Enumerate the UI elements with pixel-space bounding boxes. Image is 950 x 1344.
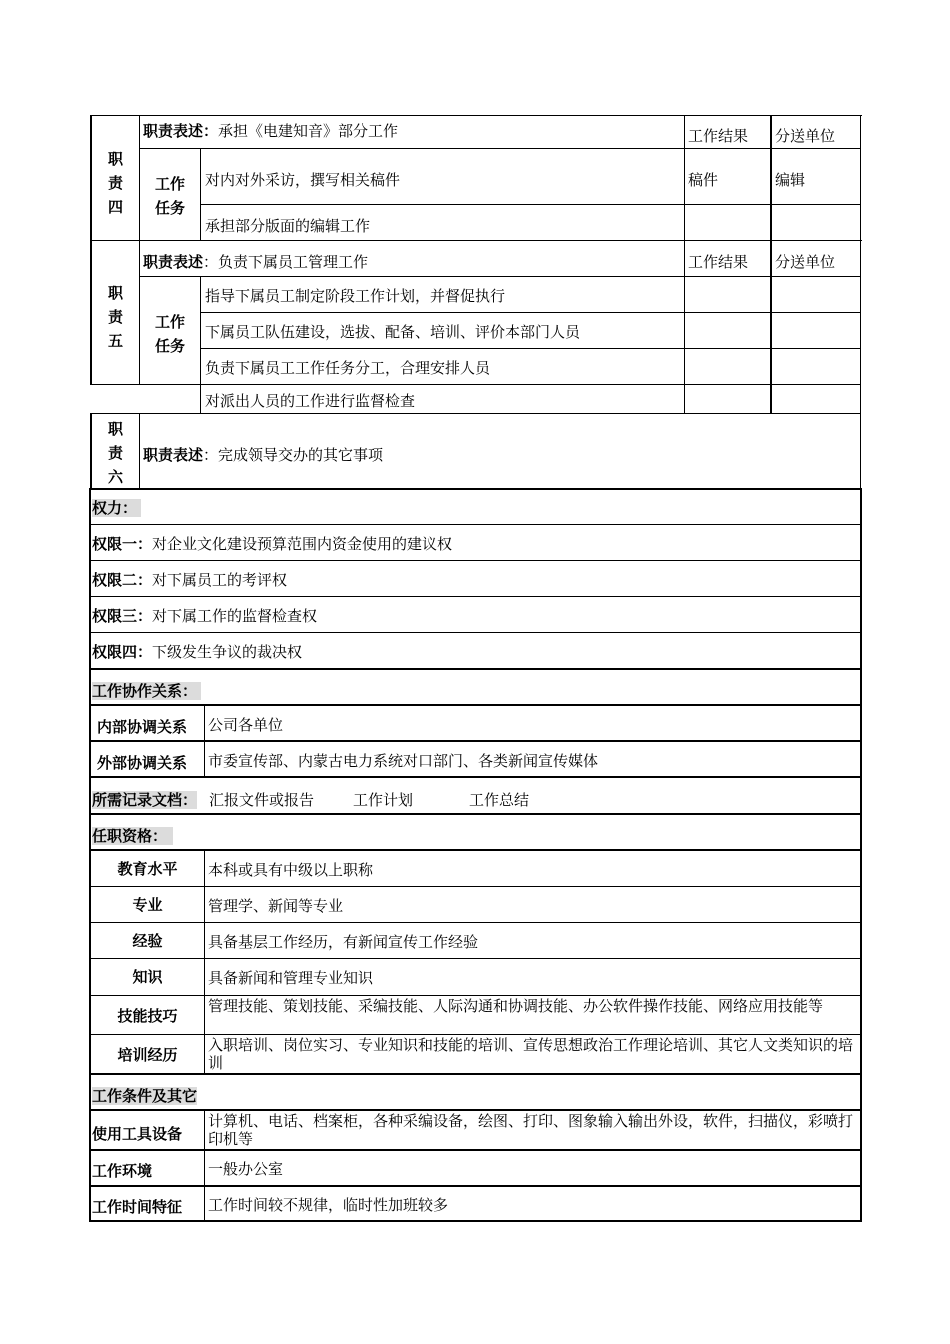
duty5-dest-header: 分送单位 (775, 253, 836, 271)
duty5-task-2: 下属员工队伍建设，选拔、配备、培训、评价本部门人员 (205, 323, 581, 341)
duty5-task-label: 工作 任务 (154, 313, 185, 355)
duty4-task-1: 对内对外采访，撰写相关稿件 (205, 171, 401, 189)
records-item-1: 汇报文件或报告 (209, 791, 315, 809)
duty5-statement (143, 253, 368, 271)
relations-internal-text: 公司各单位 (208, 716, 284, 734)
qual-text-knowledge: 具备新闻和管理专业知识 (208, 969, 374, 987)
qual-text-major: 管理学、新闻等专业 (208, 897, 344, 915)
duty6-label: 职 责 六 (107, 420, 123, 486)
relations-title: 工作协作关系： (92, 682, 201, 700)
records-label: 所需记录文档： (92, 791, 198, 809)
cond-text-hours: 工作时间较不规律，临时性加班较多 (208, 1196, 449, 1214)
duty4-task-1-result: 稿件 (688, 171, 719, 189)
duty4-result-header: 工作结果 (688, 127, 749, 145)
qual-label-experience: 经验 (132, 932, 163, 950)
authority-item-1: 权限一：对企业文化建设预算范围内资金使用的建议权 (92, 535, 453, 553)
duty4-label: 职 责 四 (107, 150, 123, 216)
cond-text-environment: 一般办公室 (208, 1160, 284, 1178)
qual-label-education: 教育水平 (117, 860, 178, 878)
cond-label-environment: 工作环境 (92, 1162, 153, 1180)
qualifications-title: 任职资格： (92, 827, 173, 845)
duty6-statement (143, 446, 383, 464)
relations-internal-label: 内部协调关系 (97, 718, 188, 736)
duty5-task-3: 负责下属员工工作任务分工，合理安排人员 (205, 359, 491, 377)
duty4-task-label: 工作 任务 (154, 175, 185, 217)
qual-label-major: 专业 (132, 896, 163, 914)
authority-item-4: 权限四：下级发生争议的裁决权 (92, 643, 303, 661)
duty5-result-header: 工作结果 (688, 253, 749, 271)
qual-text-skills: 管理技能、策划技能、采编技能、人际沟通和协调技能、办公软件操作技能、网络应用技能等 (208, 997, 824, 1015)
statement-label: 职责表述： (143, 122, 219, 140)
cond-label-tools: 使用工具设备 (92, 1125, 183, 1143)
duty4-statement (143, 122, 398, 140)
duty4-dest-header: 分送单位 (775, 127, 836, 145)
relations-external-label: 外部协调关系 (97, 754, 188, 772)
cond-label-hours: 工作时间特征 (92, 1198, 183, 1216)
statement-text: ：负责下属员工管理工作 (203, 253, 369, 271)
statement-text: ：完成领导交办的其它事项 (203, 446, 384, 464)
authority-title: 权力： (92, 499, 141, 517)
statement-text: 承担《电建知音》部分工作 (218, 122, 399, 140)
statement-label: 职责表述 (143, 446, 204, 464)
records-item-3: 工作总结 (469, 791, 530, 809)
qual-label-training: 培训经历 (117, 1045, 178, 1064)
authority-item-3: 权限三：对下属工作的监督检查权 (92, 607, 318, 625)
duty4-task-1-dest: 编辑 (775, 171, 806, 189)
qual-label-skills: 技能技巧 (117, 1006, 178, 1025)
qual-label-knowledge: 知识 (132, 968, 163, 986)
qual-text-training: 入职培训、岗位实习、专业知识和技能的培训、宣传思想政治工作理论培训、其它人文类知识的培训 (208, 1036, 854, 1072)
conditions-title: 工作条件及其它 (92, 1087, 198, 1105)
duty5-task-1: 指导下属员工制定阶段工作计划，并督促执行 (205, 287, 506, 305)
records-item-2: 工作计划 (353, 791, 414, 809)
duty5-label: 职 责 五 (107, 284, 123, 350)
qual-text-experience: 具备基层工作经历，有新闻宣传工作经验 (208, 933, 479, 951)
authority-item-2: 权限二：对下属员工的考评权 (92, 571, 288, 589)
duty4-task-2: 承担部分版面的编辑工作 (205, 217, 371, 235)
qual-text-education: 本科或具有中级以上职称 (208, 861, 374, 879)
statement-label: 职责表述 (143, 253, 204, 271)
duty5-task-4: 对派出人员的工作进行监督检查 (205, 392, 416, 410)
cond-text-tools: 计算机、电话、档案柜，各种采编设备，绘图、打印、图象输入输出外设，软件，扫描仪，彩喷打印机等 (208, 1112, 854, 1148)
relations-external-text: 市委宣传部、内蒙古电力系统对口部门、各类新闻宣传媒体 (208, 752, 599, 770)
